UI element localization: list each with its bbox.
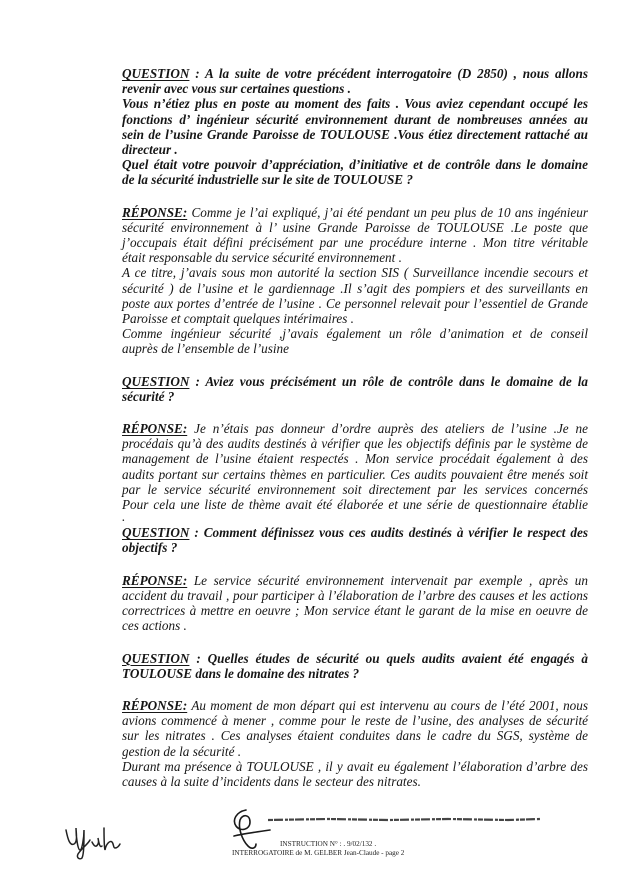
text-line: TOULOUSE dans le domaine des nitrates ? xyxy=(122,665,360,681)
response-label: RÉPONSE: xyxy=(122,421,188,437)
text-line: par le service sécurité environnement soit directement par les services concernés xyxy=(122,481,588,497)
text-line: j’occupais était défini précisément par une procédure interne . Mon titre véritable xyxy=(122,235,588,251)
text-line: QUESTION : Quelles études de sécurité ou quels audits avaient été engagés à xyxy=(122,650,588,666)
text-line: . xyxy=(122,509,126,525)
text-line: causes à la suite d’incidents dans le secteur des nitrates. xyxy=(122,773,421,789)
text-line: Durant ma présence à TOULOUSE , il y avait eu également l’élaboration d’arbre des xyxy=(122,758,588,774)
response-block xyxy=(122,421,588,525)
text-line: accident du travail , pour participer à l’élaboration de l’arbre des causes et les actions xyxy=(122,587,588,603)
question-block xyxy=(122,374,588,404)
text-line: procédais qu’à des audits destinés à vérifier que les objectifs définis par le système de xyxy=(122,436,588,452)
text-line: management de l’usine étaient respectés . Mon service procédait également à des xyxy=(122,451,588,467)
footer-caption: INTERROGATOIRE de M. GELBER Jean-Claude - page 2 xyxy=(232,849,405,857)
response-label: RÉPONSE: xyxy=(122,697,188,713)
text-line: Vous n’étiez plus en poste au moment des faits . Vous aviez cependant occupé les xyxy=(122,96,588,112)
response-block xyxy=(122,698,588,789)
text-line: de la sécurité industrielle sur le site de TOULOUSE ? xyxy=(122,172,413,188)
text-line: sécurité ? xyxy=(122,388,175,404)
response-label: RÉPONSE: xyxy=(122,572,188,588)
response-block xyxy=(122,573,588,634)
question-block xyxy=(122,651,588,681)
text-line: avions commencé à mener , comme pour le reste de l’usine, des analyses de sécurité xyxy=(122,713,588,729)
text-line: RÉPONSE: Comme je l’ai expliqué, j’ai été pendant un peu plus de 10 ans ingénieur xyxy=(122,204,588,220)
text-line: RÉPONSE: Je n’étais pas donneur d’ordre auprès des ateliers de l’usine .Je ne xyxy=(122,421,588,437)
text-line: poste aux portes d’entrée de l’usine . Ce personnel relevait pour l’essentiel de Grande xyxy=(122,295,588,311)
text-line: objectifs ? xyxy=(122,540,178,556)
text-line: RÉPONSE: Au moment de mon départ qui est intervenu au cours de l’été 2001, nous xyxy=(122,697,588,713)
text-line: fonctions d’ ingénieur sécurité environnement durant de nombreuses années au xyxy=(122,111,588,127)
text-line: ces actions . xyxy=(122,618,187,634)
response-block xyxy=(122,205,588,357)
text-line: correctrices à mettre en oeuvre ; Mon service étant le garant de la mise en oeuvre de xyxy=(122,603,588,619)
text-line: Comme ingénieur sécurité ,j’avais également un rôle d’animation et de conseil xyxy=(122,326,588,342)
handwritten-initials xyxy=(62,820,126,860)
text-line: revenir avec vous sur certaines questions . xyxy=(122,81,351,97)
question-label: QUESTION xyxy=(122,373,190,389)
text-line: sécurité environnement à l’ usine Grande Paroisse de TOULOUSE .Le poste que xyxy=(122,219,588,235)
question-label: QUESTION xyxy=(122,66,190,81)
instruction-number: INSTRUCTION N° : . 9/02/132 . xyxy=(280,840,377,848)
text-line: RÉPONSE: Le service sécurité environnement intervenait par exemple , après un xyxy=(122,572,588,588)
text-line: QUESTION : Comment définissez vous ces audits destinés à vérifier le respect des xyxy=(122,525,588,541)
text-line: audits portant sur certains thèmes en particulier. Ces audits pouvaient être menés soit xyxy=(122,466,588,482)
text-line: directeur . xyxy=(122,142,178,158)
text-line: sécurité ) de l’usine et le gardiennage .Il s’agit des pompiers et des surveillants en xyxy=(122,280,588,296)
stamp-line xyxy=(268,817,540,823)
text-line: gestion de la sécurité . xyxy=(122,743,242,759)
text-line: Paroisse et comptait quelques intérimaires . xyxy=(122,311,354,327)
response-label: RÉPONSE: xyxy=(122,204,188,220)
text-line: Quel était votre pouvoir d’appréciation, d’initiative et de contrôle dans le domaine xyxy=(122,157,588,173)
text-line: sein de l’usine Grande Paroisse de TOULOUSE .Vous étiez directement rattaché au xyxy=(122,126,588,142)
text-line: était responsable du service sécurité environnement . xyxy=(122,250,402,266)
question-label: QUESTION xyxy=(122,650,190,666)
question-block xyxy=(122,525,588,555)
text-line: sur les nitrates . Ces analyses étaient conduites dans le cadre du SGS, système de xyxy=(122,728,588,744)
question-block xyxy=(122,66,588,188)
text-line: A ce titre, j’avais sous mon autorité la section SIS ( Surveillance incendie secours et xyxy=(122,265,588,281)
footer xyxy=(232,840,404,858)
text-line: Pour cela une liste de thème avait été élaborée et une série de questionnaire établie xyxy=(122,497,588,513)
text-line: QUESTION : A la suite de votre précédent interrogatoire (D 2850) , nous allons xyxy=(122,66,588,81)
question-label: QUESTION xyxy=(122,525,190,541)
interrogation-transcript xyxy=(122,66,588,806)
text-line: auprès de l’ensemble de l’usine xyxy=(122,341,289,357)
text-line: QUESTION : Aviez vous précisément un rôle de contrôle dans le domaine de la xyxy=(122,373,588,389)
